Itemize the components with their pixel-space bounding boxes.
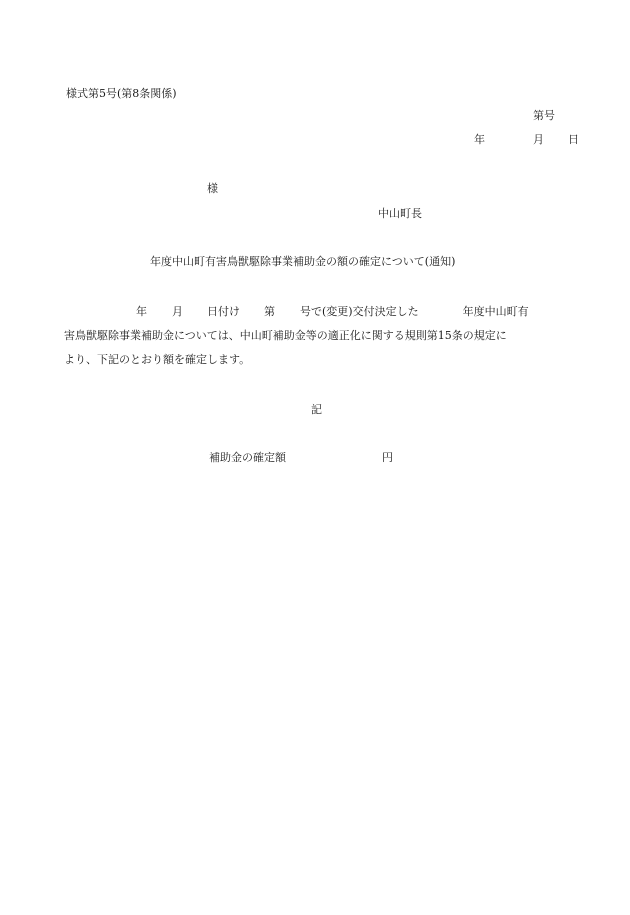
document-title: 年度中山町有害鳥獣駆除事業補助金の額の確定について(通知) xyxy=(150,255,456,268)
issue-date xyxy=(474,131,579,147)
date-year: 年 xyxy=(474,133,485,146)
addressee-honorific: 様 xyxy=(207,182,218,195)
body-month: 月 xyxy=(172,305,183,318)
body-line-3: より、下記のとおり額を確定します。 xyxy=(64,353,251,366)
body-paragraph xyxy=(64,300,556,372)
amount-label: 補助金の確定額 xyxy=(209,451,286,464)
document-number-label: 第号 xyxy=(533,109,555,122)
confirmed-amount-line xyxy=(209,449,393,465)
amount-unit: 円 xyxy=(382,451,393,464)
body-decision: 号で(変更)交付決定した xyxy=(300,305,419,318)
body-line-1 xyxy=(76,300,556,324)
body-line-2: 害鳥獣駆除事業補助金については、中山町補助金等の適正化に関する規則第15条の規定に xyxy=(64,329,507,342)
body-year: 年 xyxy=(136,305,147,318)
record-heading: 記 xyxy=(311,403,322,416)
date-month: 月 xyxy=(533,133,544,146)
date-day: 日 xyxy=(568,133,579,146)
body-dated: 日付け xyxy=(207,305,240,318)
sender-name: 中山町長 xyxy=(378,207,422,220)
form-number: 様式第5号(第8条関係) xyxy=(66,87,177,100)
body-fiscal: 年度中山町有 xyxy=(462,305,529,318)
body-dai: 第 xyxy=(264,305,275,318)
